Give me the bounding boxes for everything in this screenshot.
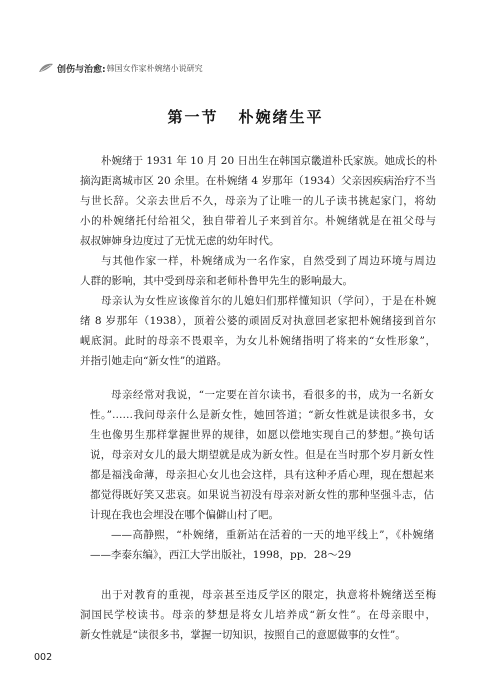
text-line: 母亲认为女性应该像首尔的儿媳妇们那样懂知识（学问），于是在朴婉 xyxy=(101,295,436,307)
paragraph-3 xyxy=(80,291,436,371)
text-line: 计现在我也会埋没在哪个偏僻山村了吧。 xyxy=(90,509,279,521)
text-line: 岘底洞。此时的母亲不畏艰辛，为女儿朴婉绪指明了将来的“女性形象”， xyxy=(80,335,436,347)
text-line: 说，母亲对女儿的最大期望就是成为新女性。但是在当时那个岁月新女性 xyxy=(90,449,434,461)
leaf-icon xyxy=(38,63,54,73)
text-line: ——李泰东编》，西江大学出版社，1998，pp．28～29 xyxy=(90,549,352,561)
running-header xyxy=(38,61,203,75)
section-title xyxy=(0,106,491,127)
header-title: 创伤与治愈: xyxy=(57,64,106,75)
section-heading: 朴婉绪生平 xyxy=(238,108,324,126)
paragraph-2 xyxy=(80,251,436,291)
text-line: 与世长辞。父亲去世后不久，母亲为了让唯一的儿子读书挑起家门，将幼 xyxy=(80,195,436,207)
text-line: 与其他作家一样，朴婉绪成为一名作家，自然受到了周边环境与周边 xyxy=(101,255,436,267)
paragraph-1 xyxy=(80,151,436,251)
paragraph-4 xyxy=(80,585,436,645)
text-line: 都觉得既好笑又悲哀。如果说当初没有母亲对新女性的那种坚强斗志，估 xyxy=(90,489,434,501)
text-line: 母亲经常对我说，“一定要在首尔读书，看很多的书，成为一名新女 xyxy=(111,389,434,401)
block-quote xyxy=(90,385,434,525)
text-line: 洞国民学校读书。母亲的梦想是将女儿培养成“新女性”。在母亲眼中， xyxy=(80,609,436,621)
text-line: 都是福浅命薄，母亲担心女儿也会这样，具有这种矛盾心理，现在想起来 xyxy=(90,469,434,481)
text-line: ——高静熙，“朴婉绪，重新站在活着的一天的地平线上”，《朴婉绪 xyxy=(111,529,434,541)
header-subtitle: 韩国女作家朴婉绪小说研究 xyxy=(106,63,203,73)
citation xyxy=(90,525,434,565)
text-line: 人群的影响，其中受到母亲和老师朴鲁甲先生的影响最大。 xyxy=(80,275,353,287)
text-line: 性。”……我问母亲什么是新女性，她回答道；“新女性就是读很多书，女 xyxy=(90,409,434,421)
text-line: 叔叔婶婶身边度过了无忧无虑的幼年时代。 xyxy=(80,235,280,247)
text-line: 朴婉绪于 1931 年 10 月 20 日出生在韩国京畿道朴氏家族。她成长的朴 xyxy=(101,155,437,167)
text-line: 出于对教育的重视，母亲甚至违反学区的限定，执意将朴婉绪送至梅 xyxy=(101,589,436,601)
page-number: 002 xyxy=(34,652,53,663)
text-line: 生也像男生那样掌握世界的规律，如愿以偿地实现自己的梦想。”换句话 xyxy=(90,429,434,441)
section-number: 第一节 xyxy=(167,108,219,126)
text-line: 绪 8 岁那年（1938），顶着公婆的顽固反对执意回老家把朴婉绪接到首尔 xyxy=(80,315,436,327)
text-line: 新女性就是“读很多书，掌握一切知识，按照自己的意愿做事的女性”。 xyxy=(80,629,406,641)
text-line: 摘沟距离城市区 20 余里。在朴婉绪 4 岁那年（1934）父亲因疾病治疗不当 xyxy=(80,175,436,187)
text-line: 小的朴婉绪托付给祖父，独自带着儿子来到首尔。朴婉绪就是在祖父母与 xyxy=(80,215,436,227)
text-line: 并指引她走向“新女性”的道路。 xyxy=(80,355,228,367)
